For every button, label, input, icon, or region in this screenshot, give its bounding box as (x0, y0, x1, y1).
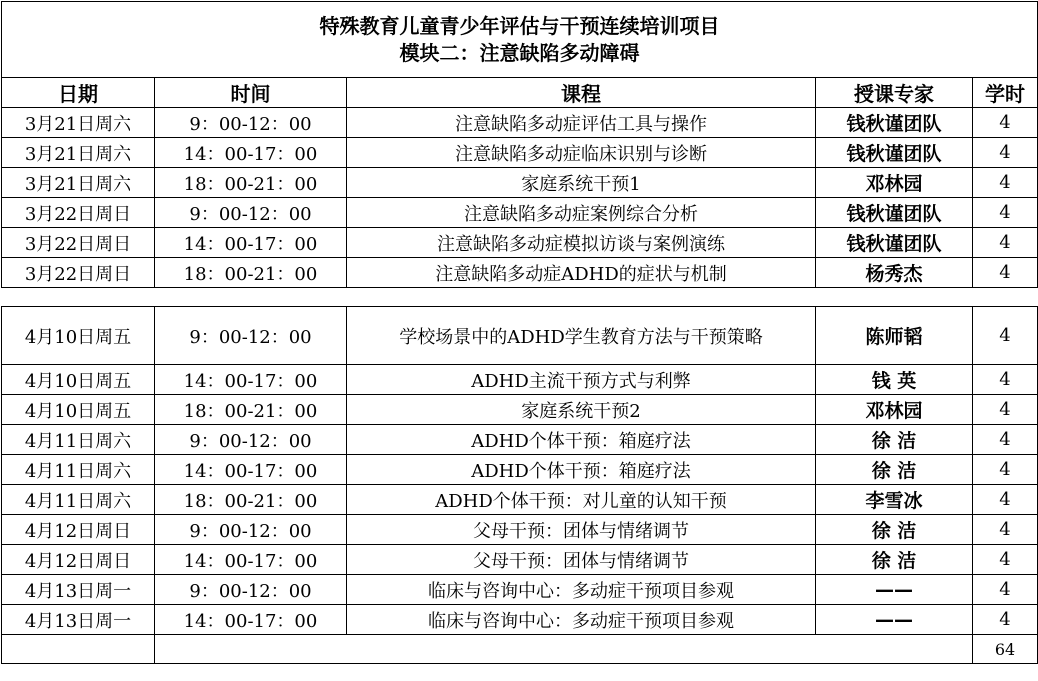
header-hours: 学时 (973, 78, 1038, 108)
table-row (2, 605, 1038, 635)
header-date: 日期 (2, 78, 155, 108)
cell-hours: 4 (973, 455, 1038, 485)
cell-expert: 杨秀杰 (816, 258, 973, 288)
cell-hours: 4 (973, 228, 1038, 258)
title-line-1: 特殊教育儿童青少年评估与干预连续培训项目 (319, 13, 720, 38)
cell-expert: 钱秋谨团队 (816, 138, 973, 168)
table-row (2, 307, 1038, 365)
cell-time: 14：00-17：00 (155, 228, 347, 258)
total-empty-1 (2, 635, 155, 664)
cell-course: 家庭系统干预1 (347, 168, 816, 198)
cell-course: 注意缺陷多动症案例综合分析 (347, 198, 816, 228)
total-empty-2 (155, 635, 973, 664)
cell-date: 4月12日周日 (2, 545, 155, 575)
cell-hours: 4 (973, 575, 1038, 605)
table-row (2, 425, 1038, 455)
cell-expert: 钱秋谨团队 (816, 198, 973, 228)
header-row (2, 78, 1038, 108)
cell-date: 4月12日周日 (2, 515, 155, 545)
title-line-2: 模块二：注意缺陷多动障碍 (399, 40, 640, 65)
table-row (2, 228, 1038, 258)
block-april (2, 365, 1038, 635)
cell-date: 4月10日周五 (2, 365, 155, 395)
cell-time: 18：00-21：00 (155, 168, 347, 198)
cell-course: 父母干预：团体与情绪调节 (347, 515, 816, 545)
cell-date: 4月13日周一 (2, 575, 155, 605)
cell-time: 18：00-21：00 (155, 485, 347, 515)
cell-time: 18：00-21：00 (155, 395, 347, 425)
cell-course: 父母干预：团体与情绪调节 (347, 545, 816, 575)
cell-hours: 4 (973, 168, 1038, 198)
cell-course: ADHD个体干预：对儿童的认知干预 (347, 485, 816, 515)
cell-time: 14：00-17：00 (155, 605, 347, 635)
cell-expert: 钱秋谨团队 (816, 108, 973, 138)
cell-date: 4月11日周六 (2, 455, 155, 485)
cell-hours: 4 (973, 395, 1038, 425)
spacer-row (2, 288, 1038, 307)
total-row (2, 635, 1038, 664)
cell-time: 14：00-17：00 (155, 365, 347, 395)
header-time: 时间 (155, 78, 347, 108)
table-row (2, 455, 1038, 485)
cell-course: 临床与咨询中心：多动症干预项目参观 (347, 605, 816, 635)
cell-expert: 邓林园 (816, 168, 973, 198)
cell-hours: 4 (973, 258, 1038, 288)
header-expert: 授课专家 (816, 78, 973, 108)
table-row (2, 515, 1038, 545)
cell-expert: 钱秋谨团队 (816, 228, 973, 258)
cell-expert: —— (816, 605, 973, 635)
cell-course: 注意缺陷多动症ADHD的症状与机制 (347, 258, 816, 288)
cell-course: 学校场景中的ADHD学生教育方法与干预策略 (347, 307, 816, 365)
table-row (2, 365, 1038, 395)
cell-date: 3月21日周六 (2, 168, 155, 198)
table-row (2, 108, 1038, 138)
cell-time: 9：00-12：00 (155, 425, 347, 455)
cell-expert: 徐 洁 (816, 515, 973, 545)
cell-expert: 徐 洁 (816, 425, 973, 455)
cell-hours: 4 (973, 485, 1038, 515)
cell-time: 9：00-12：00 (155, 307, 347, 365)
cell-hours: 4 (973, 545, 1038, 575)
cell-time: 9：00-12：00 (155, 108, 347, 138)
spacer-cell (2, 288, 1038, 307)
cell-time: 9：00-12：00 (155, 198, 347, 228)
cell-date: 4月11日周六 (2, 485, 155, 515)
total-hours: 64 (973, 635, 1038, 664)
table-row (2, 575, 1038, 605)
cell-hours: 4 (973, 108, 1038, 138)
cell-date: 3月22日周日 (2, 258, 155, 288)
cell-expert: 徐 洁 (816, 455, 973, 485)
cell-time: 14：00-17：00 (155, 455, 347, 485)
cell-hours: 4 (973, 307, 1038, 365)
cell-course: 注意缺陷多动症临床识别与诊断 (347, 138, 816, 168)
cell-course: 临床与咨询中心：多动症干预项目参观 (347, 575, 816, 605)
cell-expert: 邓林园 (816, 395, 973, 425)
header-course: 课程 (347, 78, 816, 108)
cell-date: 3月22日周日 (2, 228, 155, 258)
cell-date: 4月13日周一 (2, 605, 155, 635)
cell-expert: —— (816, 575, 973, 605)
table-row (2, 485, 1038, 515)
cell-hours: 4 (973, 515, 1038, 545)
table-row (2, 258, 1038, 288)
cell-time: 14：00-17：00 (155, 138, 347, 168)
cell-time: 9：00-12：00 (155, 575, 347, 605)
cell-expert: 李雪冰 (816, 485, 973, 515)
block-march (2, 108, 1038, 288)
cell-expert: 徐 洁 (816, 545, 973, 575)
cell-time: 18：00-21：00 (155, 258, 347, 288)
cell-course: 注意缺陷多动症模拟访谈与案例演练 (347, 228, 816, 258)
cell-course: 注意缺陷多动症评估工具与操作 (347, 108, 816, 138)
table-row (2, 138, 1038, 168)
cell-hours: 4 (973, 425, 1038, 455)
cell-course: ADHD个体干预：箱庭疗法 (347, 455, 816, 485)
schedule-table (1, 1, 1038, 664)
cell-hours: 4 (973, 365, 1038, 395)
cell-course: ADHD主流干预方式与利弊 (347, 365, 816, 395)
cell-time: 9：00-12：00 (155, 515, 347, 545)
cell-date: 4月11日周六 (2, 425, 155, 455)
cell-expert: 钱 英 (816, 365, 973, 395)
cell-date: 3月21日周六 (2, 138, 155, 168)
cell-date: 4月10日周五 (2, 307, 155, 365)
cell-date: 3月22日周日 (2, 198, 155, 228)
cell-expert: 陈师韬 (816, 307, 973, 365)
table-row (2, 395, 1038, 425)
cell-hours: 4 (973, 198, 1038, 228)
table-row (2, 168, 1038, 198)
cell-hours: 4 (973, 138, 1038, 168)
page-title (2, 2, 1038, 78)
cell-time: 14：00-17：00 (155, 545, 347, 575)
cell-hours: 4 (973, 605, 1038, 635)
cell-course: ADHD个体干预：箱庭疗法 (347, 425, 816, 455)
table-row (2, 545, 1038, 575)
cell-course: 家庭系统干预2 (347, 395, 816, 425)
cell-date: 3月21日周六 (2, 108, 155, 138)
cell-date: 4月10日周五 (2, 395, 155, 425)
table-row (2, 198, 1038, 228)
